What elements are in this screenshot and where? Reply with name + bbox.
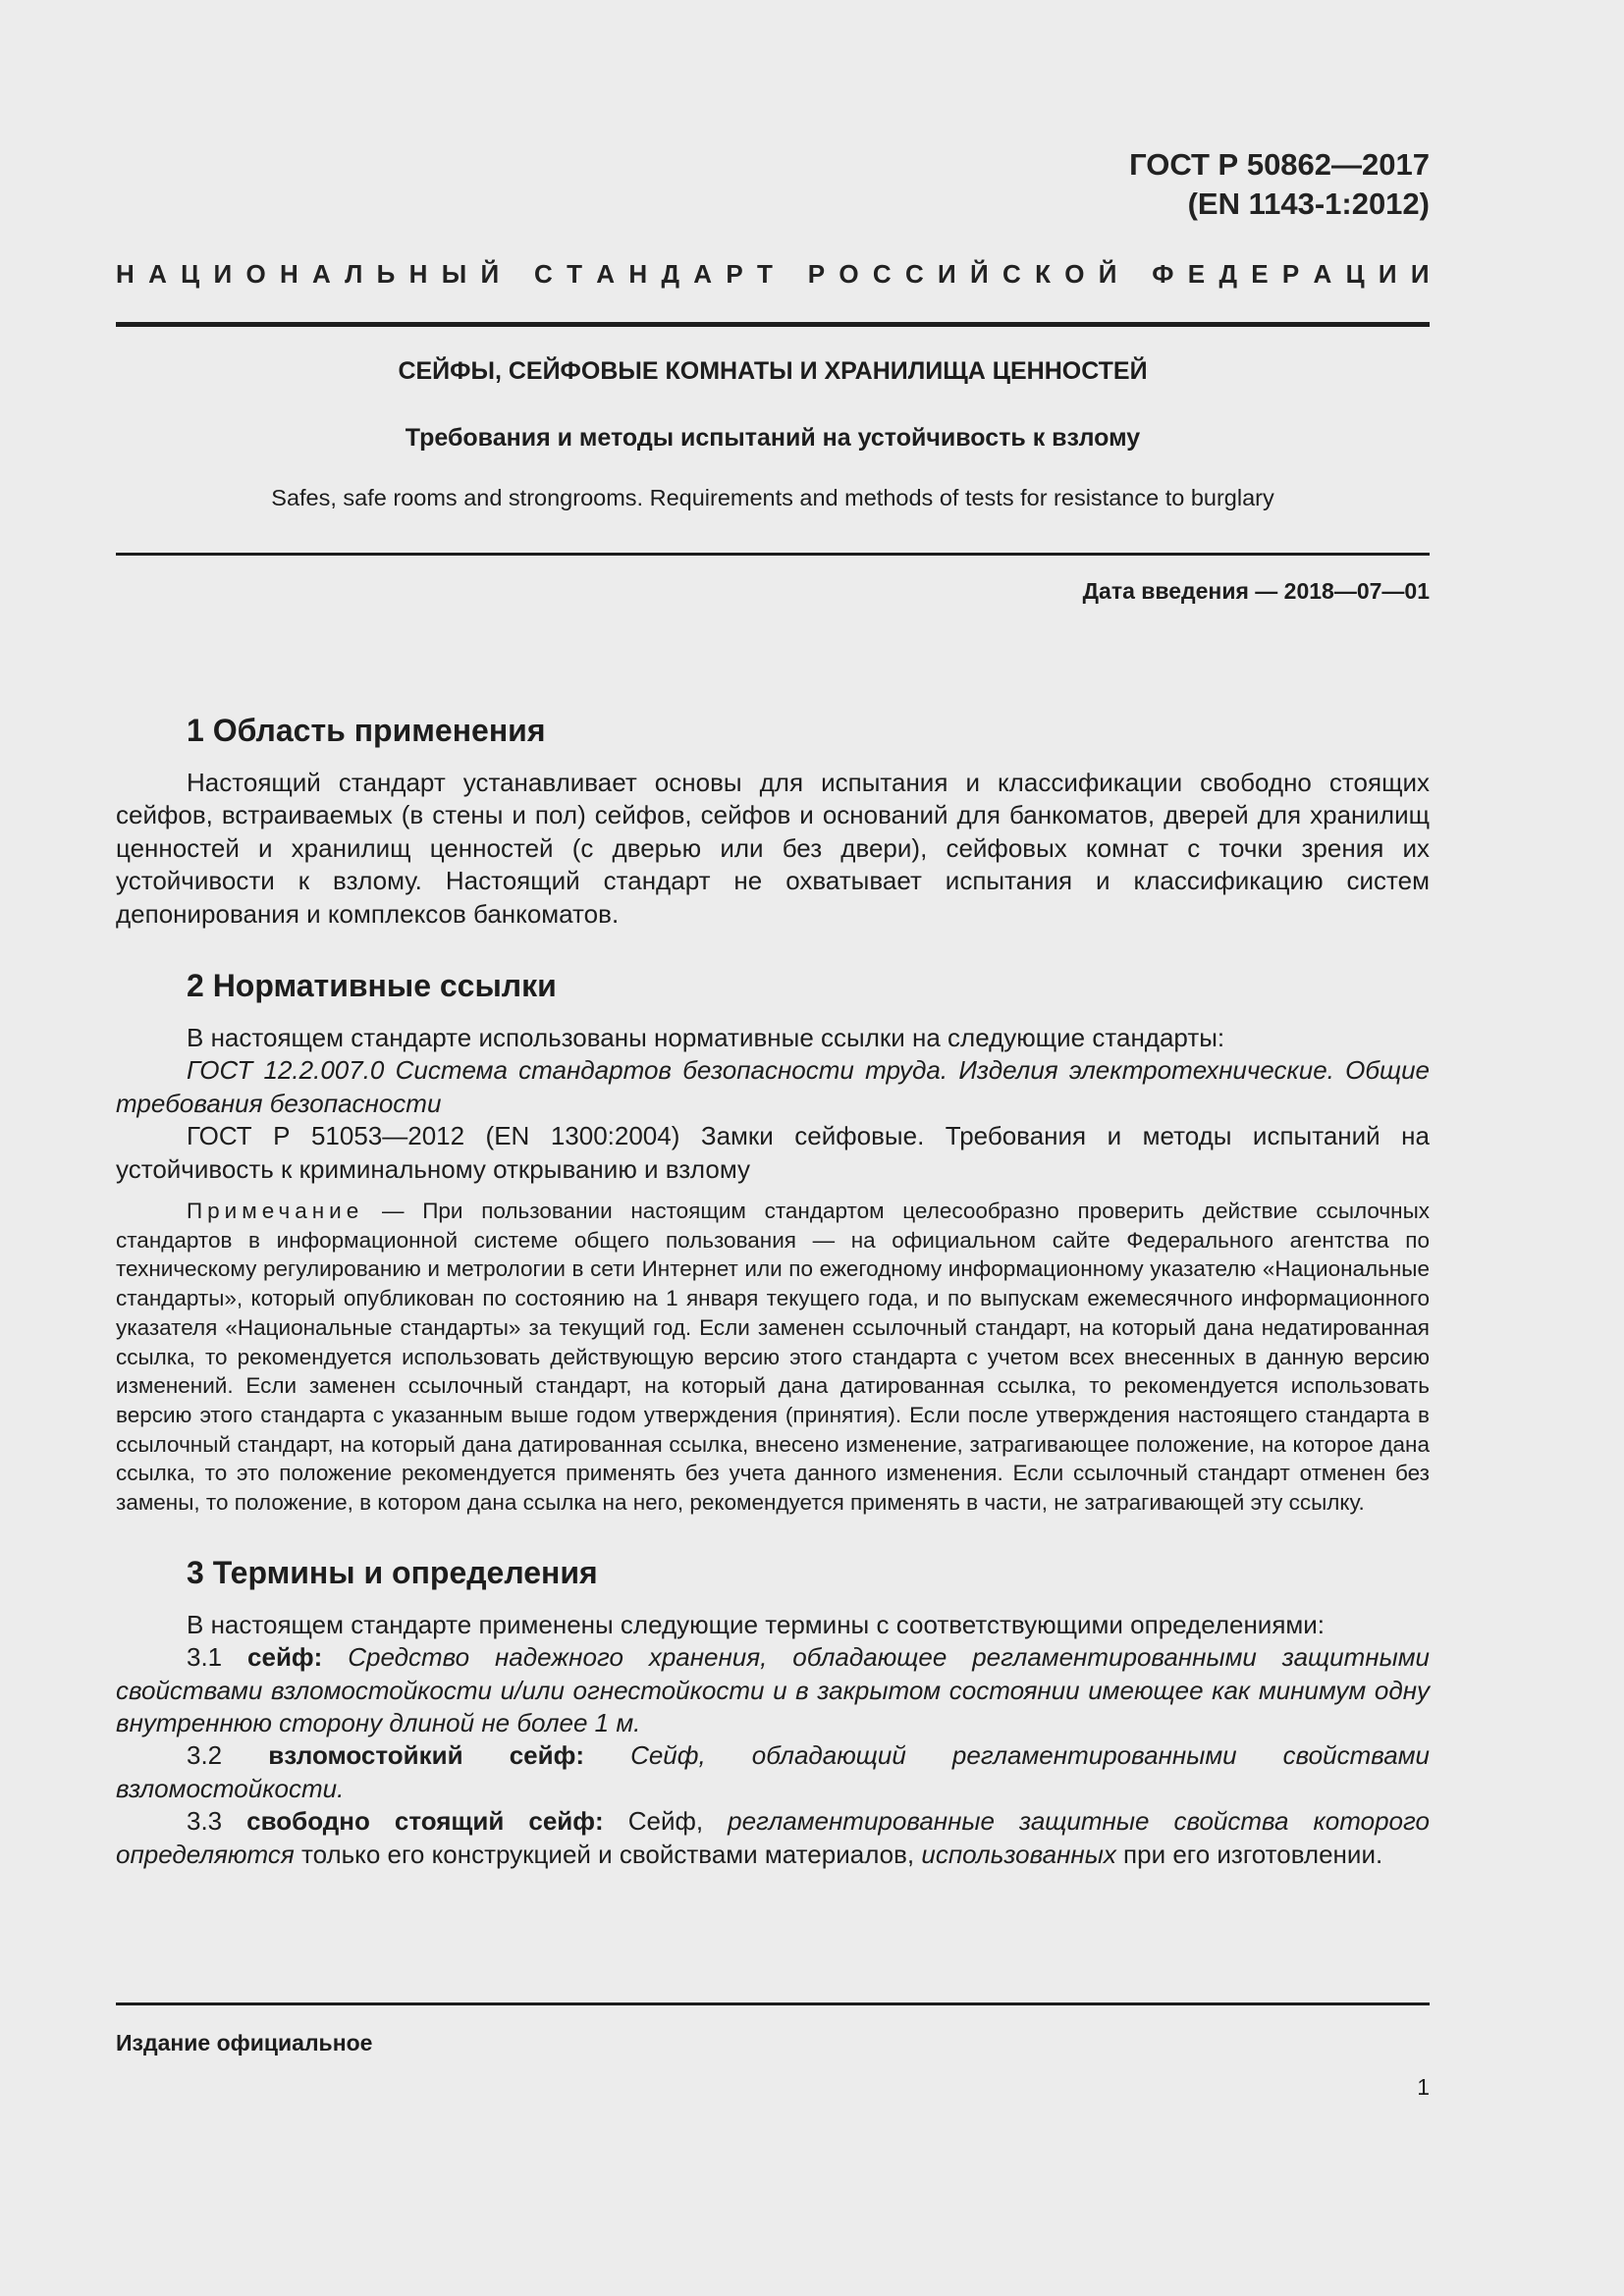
banner-letter: С — [904, 259, 924, 289]
banner-letter: О — [245, 259, 266, 289]
document-subtitle: Требования и методы испытаний на устойчивость к взлому — [405, 424, 1141, 452]
english-title: Safes, safe rooms and strongrooms. Requirements and methods of tests for resistance to burglary — [271, 485, 1274, 510]
banner-letter: С — [534, 259, 553, 289]
section-3-heading: 3 Термины и определения — [187, 1554, 598, 1590]
term-name: сейф: — [247, 1642, 323, 1673]
reference-1: ГОСТ 12.2.007.0 Система стандартов безопасности труда. Изделия электротехнические. Общие требования безопасности — [116, 1055, 1430, 1118]
section-1-text: Настоящий стандарт устанавливает основы для испытания и классификации свободно стоящих сейфов, встраиваемых (в стены и пол) сейфов, сейфов и оснований для банкоматов, дверей для хранилищ ценностей и хранилищ ценностей (с дверью или без двери), сейфовых комнат с точки зрения их устойчивости к взлому. Настоящий стандарт не охватывает испытания и классификацию систем депонирования и комплексов банкоматов. — [116, 768, 1430, 929]
banner-letter: А — [596, 259, 616, 289]
term-definition-part: использованных — [921, 1839, 1116, 1869]
banner-letter: И — [1410, 259, 1430, 289]
banner-letter: А — [693, 259, 713, 289]
term-3-3 — [116, 1805, 1430, 1871]
banner-letter: Й — [1098, 259, 1117, 289]
banner-letter: Й — [480, 259, 500, 289]
banner-letter: И — [1378, 259, 1397, 289]
reference-2: ГОСТ Р 51053—2012 (EN 1300:2004) Замки сейфовые. Требования и методы испытаний на устойчивость к криминальному открыванию и взлому — [116, 1121, 1430, 1184]
banner-letter: Е — [1187, 259, 1206, 289]
banner-letter: Ф — [1152, 259, 1174, 289]
footer-divider — [116, 2002, 1430, 2005]
term-number: 3.1 — [187, 1642, 248, 1673]
term-number: 3.3 — [187, 1806, 247, 1837]
term-definition-part: только его конструкцией и свойствами материалов, — [294, 1839, 922, 1869]
banner-word-gap — [1131, 259, 1138, 290]
term-definition-part: при его изготовлении. — [1115, 1839, 1383, 1869]
banner-letter: Ц — [1345, 259, 1365, 289]
banner-letter: Д — [1218, 259, 1237, 289]
banner-word-gap — [786, 259, 793, 290]
section-3-intro: В настоящем стандарте применены следующие термины с соответствующими определениями: — [187, 1609, 1326, 1639]
title-divider — [116, 553, 1430, 556]
banner-letter: Н — [279, 259, 298, 289]
reference-note — [116, 1197, 1430, 1518]
banner-letter: К — [1035, 259, 1051, 289]
term-name: взломостойкий сейф: — [268, 1740, 584, 1771]
banner-letter: Й — [970, 259, 989, 289]
term-definition-part: Сейф, — [603, 1806, 729, 1837]
document-page — [116, 0, 1430, 2296]
banner-letter: Ц — [181, 259, 200, 289]
standard-code-line2: (EN 1143-1:2012) — [1187, 187, 1430, 221]
banner-letter: Ы — [441, 259, 467, 289]
banner-letter: Н — [116, 259, 135, 289]
banner-letter: Д — [661, 259, 679, 289]
section-2-heading: 2 Нормативные ссылки — [187, 968, 557, 1004]
document-body — [116, 709, 1430, 1871]
banner-word-gap — [513, 259, 519, 290]
banner-letter: Н — [628, 259, 648, 289]
banner-letter: А — [312, 259, 331, 289]
banner-letter: Н — [408, 259, 428, 289]
introduction-date: Дата введения — 2018—07—01 — [1082, 578, 1430, 604]
term-definition: Средство надежного хранения, обладающее регламентированными защитными свойствами взломостойкости и/или огнестойкости и в закрытом состоянии имеющее как минимум одну внутреннюю сторону длиной не более 1 м. — [116, 1642, 1430, 1738]
banner-letter: Т — [567, 259, 582, 289]
banner-letter: И — [938, 259, 956, 289]
standard-code-line1: ГОСТ Р 50862—2017 — [1129, 147, 1430, 182]
note-label: Примечание — [187, 1199, 364, 1224]
banner-letter: О — [1064, 259, 1085, 289]
banner-letter: Р — [807, 259, 826, 289]
term-number: 3.2 — [187, 1740, 269, 1771]
banner-letter: Р — [1281, 259, 1300, 289]
banner-letter: Е — [1251, 259, 1269, 289]
term-definition: Сейф, обладающий регламентированными свойствами взломостойкости. — [116, 1740, 1430, 1803]
page-number: 1 — [1417, 2074, 1430, 2100]
term-definition-part: регламентированные защитные свойства которого определяются — [116, 1806, 1430, 1869]
section-1-heading: 1 Область применения — [187, 713, 546, 748]
note-text: — При пользовании настоящим стандартом целесообразно проверить действие ссылочных стандартов в информационной системе общего пользования — на официальном сайте Федерального агентства по техническому регулированию и метрологии в сети Интернет или по ежегодному информационному указателю «Национальные стандарты», который опубликован по состоянию на 1 января текущего года, и по выпускам ежемесячного информационного указателя «Национальные стандарты» за текущий год. Если заменен ссылочный стандарт, на который дана недатированная ссылка, то рекомендуется использовать действующую версию этого стандарта с учетом всех внесенных в данную версию изменений. Если заменен ссылочный стандарт, на который дана датированная ссылка, то рекомендуется использовать версию этого стандарта с указанным выше годом утверждения (принятия). Если после утверждения настоящего стандарта в ссылочный стандарт, на который дана датированная ссылка, внесено изменение, затрагивающее положение, на которое дана ссылка, то это положение рекомендуется применять без учета данного изменения. Если ссылочный стандарт отменен без замены, то положение, в котором дана ссылка на него, рекомендуется применять в части, не затрагивающей эту ссылку. — [116, 1199, 1430, 1516]
banner-letter: О — [839, 259, 859, 289]
banner-letter: И — [213, 259, 233, 289]
banner-letter: С — [872, 259, 892, 289]
national-standard-banner — [116, 259, 1430, 290]
header-divider — [116, 322, 1430, 327]
official-edition-label: Издание официальное — [116, 2030, 373, 2056]
banner-letter: Л — [345, 259, 363, 289]
term-3-1 — [116, 1641, 1430, 1739]
standard-code — [1129, 145, 1430, 224]
section-2-intro: В настоящем стандарте использованы нормативные ссылки на следующие стандарты: — [187, 1023, 1225, 1053]
document-title: СЕЙФЫ, СЕЙФОВЫЕ КОМНАТЫ И ХРАНИЛИЩА ЦЕННОСТЕЙ — [398, 357, 1148, 385]
banner-letter: Ь — [376, 259, 396, 289]
banner-letter: Т — [756, 259, 773, 289]
term-3-2 — [116, 1739, 1430, 1805]
banner-letter: Р — [726, 259, 743, 289]
term-name: свободно стоящий сейф: — [246, 1806, 604, 1837]
banner-letter: А — [1313, 259, 1332, 289]
banner-letter: С — [1002, 259, 1021, 289]
banner-letter: А — [148, 259, 167, 289]
